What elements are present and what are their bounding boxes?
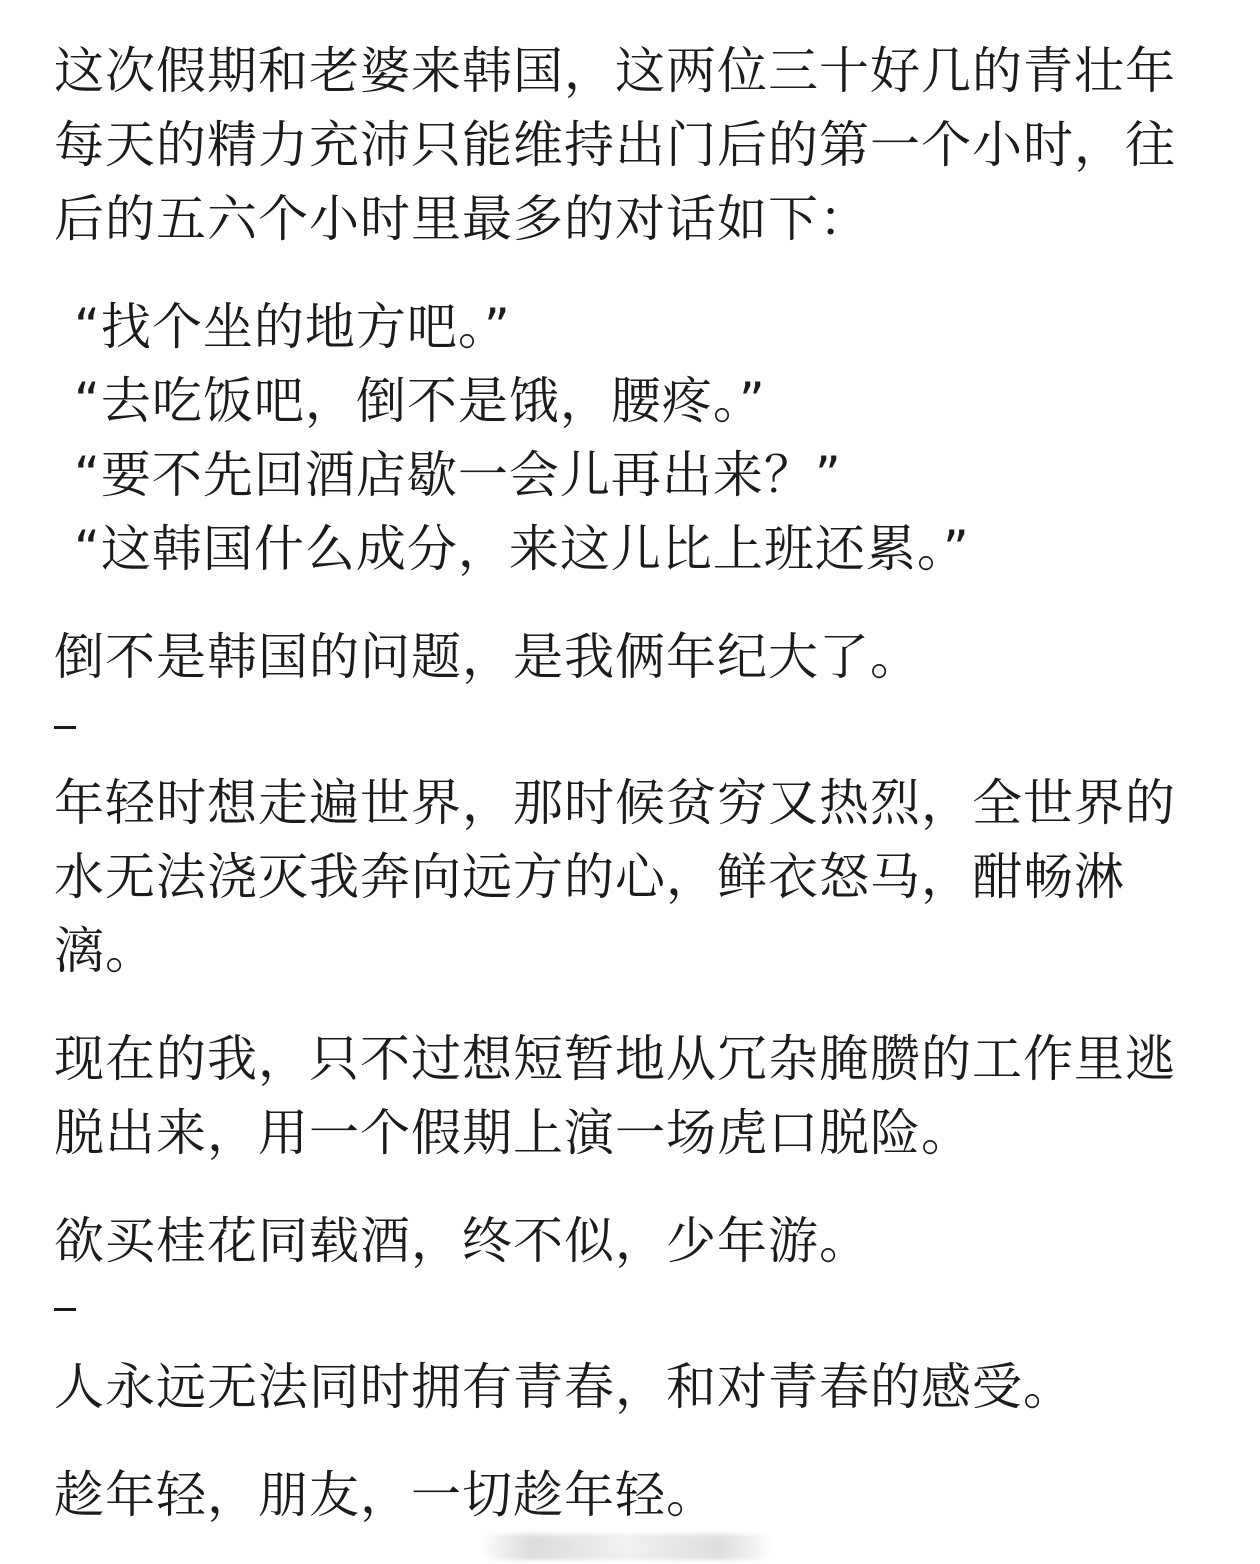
dialogue-quote-1: “找个坐的地方吧。” xyxy=(74,298,511,356)
paragraph-poem: 欲买桂花同载酒，终不似，少年游。 xyxy=(54,1212,870,1270)
section-divider-dash xyxy=(54,1308,76,1311)
paragraph-youth-feeling: 人永远无法同时拥有青春，和对青春的感受。 xyxy=(54,1358,1074,1416)
dialogue-quote-3: “要不先回酒店歇一会儿再出来？” xyxy=(74,446,842,504)
section-divider-dash xyxy=(54,726,76,729)
paragraph-youth-line-3: 漓。 xyxy=(54,922,156,980)
dialogue-quote-2: “去吃饭吧，倒不是饿，腰疼。” xyxy=(74,372,766,430)
blurred-watermark xyxy=(478,1534,774,1560)
paragraph-age: 倒不是韩国的问题，是我俩年纪大了。 xyxy=(54,628,921,686)
dialogue-quote-4: “这韩国什么成分，来这儿比上班还累。” xyxy=(74,520,970,578)
paragraph-youth-line-1: 年轻时想走遍世界，那时候贫穷又热烈，全世界的 xyxy=(54,774,1176,832)
paragraph-intro-line-3: 后的五六个小时里最多的对话如下： xyxy=(54,190,870,248)
paragraph-now-line-2: 脱出来，用一个假期上演一场虎口脱险。 xyxy=(54,1104,972,1162)
paragraph-intro-line-2: 每天的精力充沛只能维持出门后的第一个小时，往 xyxy=(54,116,1176,174)
paragraph-intro-line-1: 这次假期和老婆来韩国，这两位三十好几的青壮年 xyxy=(54,42,1176,100)
paragraph-now-line-1: 现在的我，只不过想短暂地从冗杂腌臜的工作里逃 xyxy=(54,1030,1176,1088)
paragraph-closing: 趁年轻，朋友，一切趁年轻。 xyxy=(54,1466,717,1524)
paragraph-youth-line-2: 水无法浇灭我奔向远方的心，鲜衣怒马，酣畅淋 xyxy=(54,848,1125,906)
